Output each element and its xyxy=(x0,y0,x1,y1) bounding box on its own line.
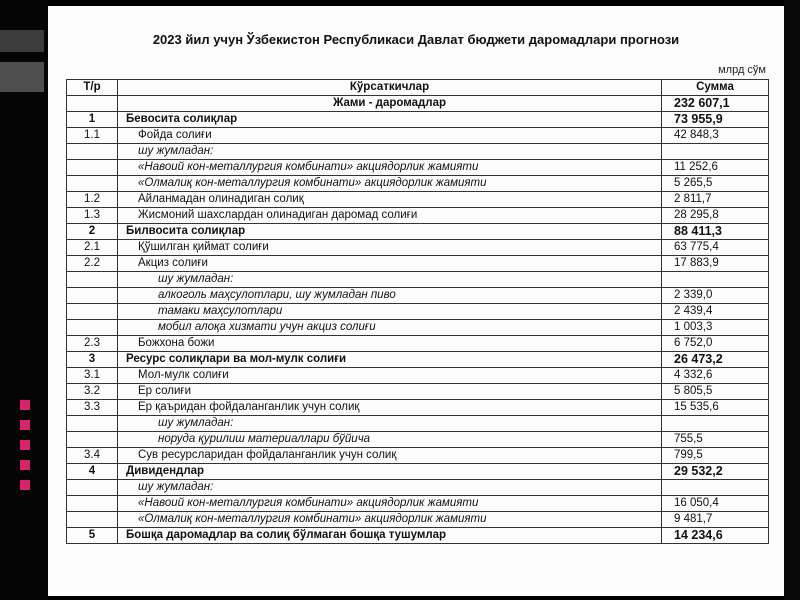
row-indicator: Қўшилган қиймат солиғи xyxy=(118,240,662,256)
row-indicator: шу жумладан: xyxy=(118,272,662,288)
row-number: 2 xyxy=(67,224,118,240)
row-amount: 232 607,1 xyxy=(662,96,769,112)
unit-label: млрд сўм xyxy=(718,64,766,76)
row-amount: 2 339,0 xyxy=(662,288,769,304)
row-amount: 17 883,9 xyxy=(662,256,769,272)
row-amount: 6 752,0 xyxy=(662,336,769,352)
row-number: 3.2 xyxy=(67,384,118,400)
row-indicator: шу жумладан: xyxy=(118,416,662,432)
row-number: 1.1 xyxy=(67,128,118,144)
row-indicator: Жисмоний шахслардан олинадиган даромад солиғи xyxy=(118,208,662,224)
row-number xyxy=(67,288,118,304)
table-row xyxy=(67,368,769,384)
background-artifact xyxy=(0,62,44,92)
header-amount: Сумма xyxy=(662,80,769,96)
row-indicator: Ер солиғи xyxy=(118,384,662,400)
table-row xyxy=(67,352,769,368)
table-row xyxy=(67,128,769,144)
row-number: 1 xyxy=(67,112,118,128)
row-amount: 4 332,6 xyxy=(662,368,769,384)
row-number xyxy=(67,304,118,320)
row-indicator: Дивидендлар xyxy=(118,464,662,480)
row-indicator: «Навоий кон-металлургия комбинати» акциядорлик жамияти xyxy=(118,160,662,176)
accent-mark xyxy=(20,400,30,410)
table-row xyxy=(67,96,769,112)
row-number: 2.3 xyxy=(67,336,118,352)
budget-table xyxy=(66,79,769,544)
row-amount: 14 234,6 xyxy=(662,528,769,544)
row-number xyxy=(67,496,118,512)
row-amount: 9 481,7 xyxy=(662,512,769,528)
table-row xyxy=(67,160,769,176)
row-amount: 42 848,3 xyxy=(662,128,769,144)
row-indicator: «Олмалиқ кон-металлургия комбинати» акциядорлик жамияти xyxy=(118,512,662,528)
accent-mark xyxy=(20,420,30,430)
row-indicator: шу жумладан: xyxy=(118,144,662,160)
row-amount: 88 411,3 xyxy=(662,224,769,240)
accent-mark xyxy=(20,460,30,470)
row-indicator: алкоголь маҳсулотлари, шу жумладан пиво xyxy=(118,288,662,304)
row-number xyxy=(67,432,118,448)
table-row xyxy=(67,464,769,480)
right-background-strip xyxy=(784,0,800,600)
row-number xyxy=(67,512,118,528)
row-amount: 799,5 xyxy=(662,448,769,464)
row-amount: 5 805,5 xyxy=(662,384,769,400)
row-number: 1.2 xyxy=(67,192,118,208)
header-indicator: Кўрсаткичлар xyxy=(118,80,662,96)
table-body xyxy=(67,96,769,544)
table-row xyxy=(67,496,769,512)
row-indicator: мобил алоқа хизмати учун акциз солиғи xyxy=(118,320,662,336)
document-page xyxy=(48,6,784,596)
table-header-row xyxy=(67,80,769,96)
row-number: 3.1 xyxy=(67,368,118,384)
row-number: 3.4 xyxy=(67,448,118,464)
row-number xyxy=(67,96,118,112)
table-row xyxy=(67,528,769,544)
row-indicator: Ресурс солиқлари ва мол-мулк солиғи xyxy=(118,352,662,368)
header-num: Т/р xyxy=(67,80,118,96)
row-amount: 2 439,4 xyxy=(662,304,769,320)
row-indicator: Ер қаъридан фойдаланганлик учун солиқ xyxy=(118,400,662,416)
row-number xyxy=(67,480,118,496)
row-amount xyxy=(662,144,769,160)
table-row xyxy=(67,480,769,496)
row-amount: 28 295,8 xyxy=(662,208,769,224)
table-row xyxy=(67,208,769,224)
row-indicator: Жами - даромадлар xyxy=(118,96,662,112)
table-row xyxy=(67,400,769,416)
row-amount: 2 811,7 xyxy=(662,192,769,208)
table-row xyxy=(67,432,769,448)
row-number xyxy=(67,320,118,336)
table-row xyxy=(67,288,769,304)
accent-mark xyxy=(20,440,30,450)
row-indicator: «Навоий кон-металлургия комбинати» акциядорлик жамияти xyxy=(118,496,662,512)
background-artifact xyxy=(0,30,44,52)
row-indicator: Божхона божи xyxy=(118,336,662,352)
row-indicator: тамаки маҳсулотлари xyxy=(118,304,662,320)
row-indicator: Акциз солиғи xyxy=(118,256,662,272)
left-background-strip xyxy=(0,0,48,600)
row-amount: 29 532,2 xyxy=(662,464,769,480)
row-number: 2.1 xyxy=(67,240,118,256)
row-amount: 16 050,4 xyxy=(662,496,769,512)
row-indicator: норуда қурилиш материаллари бўйича xyxy=(118,432,662,448)
row-amount xyxy=(662,480,769,496)
accent-mark xyxy=(20,480,30,490)
table-row xyxy=(67,144,769,160)
table-row xyxy=(67,112,769,128)
table-row xyxy=(67,176,769,192)
row-indicator: Фойда солиғи xyxy=(118,128,662,144)
row-amount xyxy=(662,416,769,432)
row-indicator: Сув ресурсларидан фойдаланганлик учун солиқ xyxy=(118,448,662,464)
row-indicator: Айланмадан олинадиган солиқ xyxy=(118,192,662,208)
row-number: 3.3 xyxy=(67,400,118,416)
row-number: 2.2 xyxy=(67,256,118,272)
row-indicator: Билвосита солиқлар xyxy=(118,224,662,240)
row-number xyxy=(67,176,118,192)
row-indicator: шу жумладан: xyxy=(118,480,662,496)
row-indicator: Бошқа даромадлар ва солиқ бўлмаган бошқа тушумлар xyxy=(118,528,662,544)
table-row xyxy=(67,192,769,208)
row-amount: 15 535,6 xyxy=(662,400,769,416)
table-row xyxy=(67,336,769,352)
table-row xyxy=(67,224,769,240)
table-row xyxy=(67,448,769,464)
row-number: 3 xyxy=(67,352,118,368)
row-amount: 5 265,5 xyxy=(662,176,769,192)
row-amount: 26 473,2 xyxy=(662,352,769,368)
table-row xyxy=(67,256,769,272)
row-amount: 11 252,6 xyxy=(662,160,769,176)
row-amount xyxy=(662,272,769,288)
row-amount: 755,5 xyxy=(662,432,769,448)
row-number: 5 xyxy=(67,528,118,544)
row-amount: 63 775,4 xyxy=(662,240,769,256)
table-row xyxy=(67,512,769,528)
row-number: 4 xyxy=(67,464,118,480)
row-indicator: Мол-мулк солиғи xyxy=(118,368,662,384)
row-amount: 73 955,9 xyxy=(662,112,769,128)
table-row xyxy=(67,416,769,432)
row-number xyxy=(67,160,118,176)
row-number: 1.3 xyxy=(67,208,118,224)
table-row xyxy=(67,304,769,320)
table-row xyxy=(67,384,769,400)
row-number xyxy=(67,144,118,160)
document-title: 2023 йил учун Ўзбекистон Республикаси Давлат бюджети даромадлари прогнози xyxy=(152,32,680,47)
row-indicator: Бевосита солиқлар xyxy=(118,112,662,128)
row-amount: 1 003,3 xyxy=(662,320,769,336)
row-number xyxy=(67,416,118,432)
row-indicator: «Олмалиқ кон-металлургия комбинати» акциядорлик жамияти xyxy=(118,176,662,192)
table-row xyxy=(67,240,769,256)
table-row xyxy=(67,272,769,288)
row-number xyxy=(67,272,118,288)
table-row xyxy=(67,320,769,336)
